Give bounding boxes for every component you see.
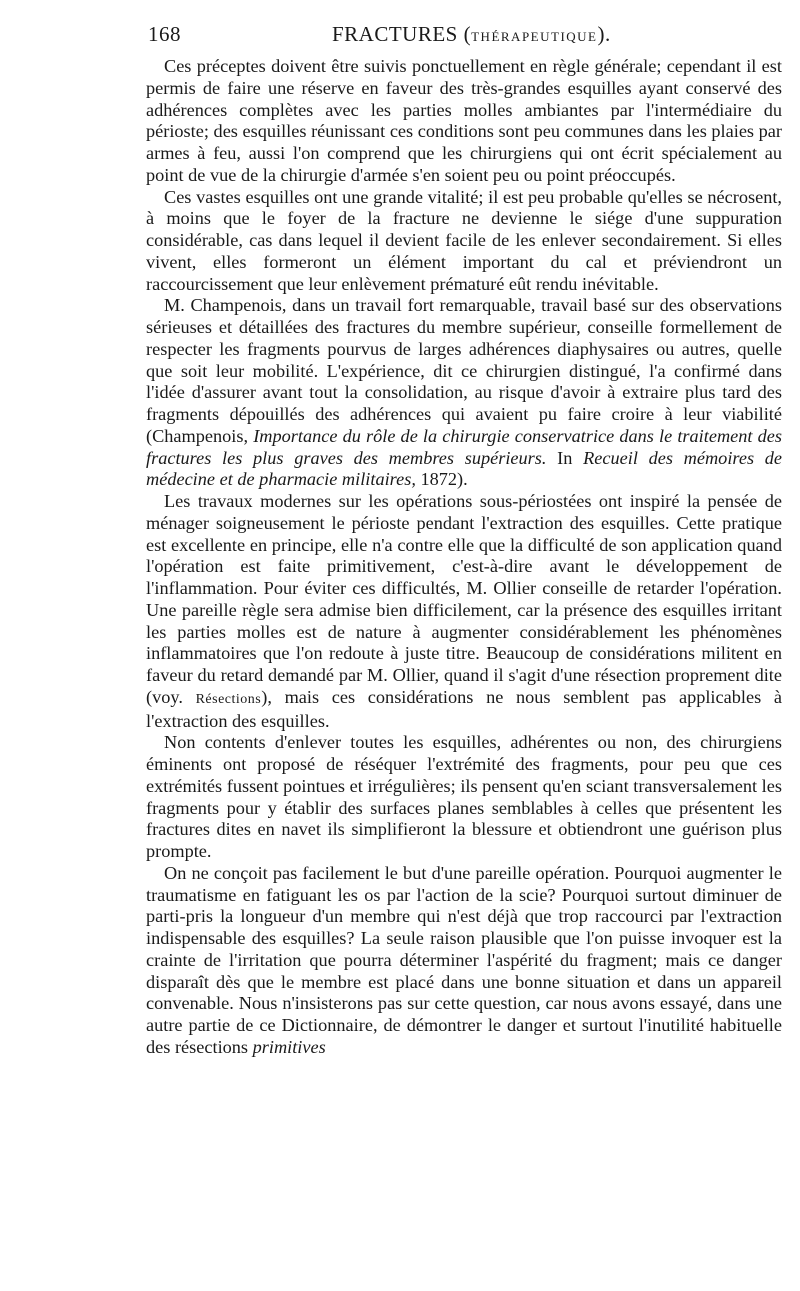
citation-title: Importance du rôle de la chirurgie conservatrice dans le traitement des fractures les plus graves des membres supérieurs.	[146, 425, 782, 468]
citation-journal: Recueil des mémoires de médecine et de pharmacie militaires,	[146, 447, 783, 490]
paragraph-3	[146, 295, 782, 491]
paragraph-3-text-b: In	[546, 447, 584, 468]
paragraph-4	[146, 491, 782, 732]
paragraph-3-text-a: M. Champenois, dans un travail fort remarquable, travail basé sur des observations sérieuses et détaillées des fractures du membre supérieur, conseille formellement de respecter les fragments pourvus de larges adhérences diaphysaires ou autres, quelle que soit leur mobilité. L'expérience, dit ce chirurgien distingué, l'a confirmé dans l'idée d'assurer avant tout la consolidation, au risque d'avoir à extraire plus tard des fragments dépouillés des adhérences qui avaient pu faire croire à leur viabilité (Champenois,	[146, 295, 782, 446]
paragraph-2: Ces vastes esquilles ont une grande vitalité; il est peu probable qu'elles se nécrosent, à moins que le foyer de la fracture ne devienne le siége d'une suppuration considérable, cas dans lequel il devient facile de les enlever secondairement. Si elles vivent, elles formeront un élément important du cal et préviendront un raccourcissement que leur enlèvement prématuré eût rendu inévitable.	[146, 186, 782, 294]
paragraph-3-text-c: 1872).	[415, 469, 468, 490]
paragraph-1: Ces préceptes doivent être suivis ponctuellement en règle générale; cependant il est permis de faire une réserve en faveur des très-grandes esquilles ayant conservé des adhérences complètes avec les parties molles ambiantes par l'intermédiaire du périoste; des esquilles réunissant ces conditions sont peu communes dans les plaies par armes à feu, aussi l'on comprend que les chirurgiens qui ont écrit spécialement au point de vue de la chirurgie d'armée s'en soient peu ou point préoccupés.	[146, 56, 782, 185]
paragraph-6-text: On ne conçoit pas facilement le but d'une pareille opération. Pourquoi augmenter le traumatisme en fatiguant les os par l'action de la scie? Pourquoi surtout diminuer de parti-pris la longueur d'un membre qui n'est déjà que trop raccourci par l'extraction indispensable des esquilles? La seule raison plausible que l'on puisse invoquer est la crainte de l'irritation que pourra déterminer l'aspérité du fragment; mais ce danger disparaît dès que le membre est placé dans une bonne situation et dans un appareil convenable. Nous n'insisterons pas sur cette question, car nous avons essayé, dans une autre partie de ce Dictionnaire, de démontrer le danger et surtout l'inutilité habituelle des résections	[146, 862, 782, 1057]
paragraph-6-italic: primitives	[252, 1036, 326, 1057]
page-body	[146, 56, 782, 1059]
paragraph-4-text-b: ), mais ces considérations ne nous semblent pas applicables à l'extraction des esquilles.	[146, 686, 782, 731]
cross-reference: Résections	[195, 691, 262, 707]
running-title-subtitle: THÉRAPEUTIQUE	[471, 29, 598, 44]
paragraph-6	[146, 863, 782, 1059]
paragraph-4-text-a: Les travaux modernes sur les opérations sous-périostées ont inspiré la pensée de ménager soigneusement le périoste pendant l'extraction des esquilles. Cette pratique est excellente en principe, elle n'a contre elle que la difficulté de son application quand l'opération est faite primitivement, c'est-à-dire avant le développement de l'inflammation. Pour éviter ces difficultés, M. Ollier conseille de retarder l'opération. Une pareille règle sera admise bien difficilement, car la présence des esquilles irritant les parties molles est de nature à augmenter considérablement les phénomènes inflammatoires que l'on redoute à juste titre. Beaucoup de considérations militent en faveur du retard demandé par M. Ollier, quand il s'agit d'une résection proprement dite (voy.	[146, 491, 782, 707]
running-title	[332, 22, 611, 47]
running-title-end: ).	[597, 22, 611, 46]
running-title-main: FRACTURES (	[332, 22, 472, 46]
page-number: 168	[148, 22, 181, 46]
page-header	[148, 22, 780, 48]
paragraph-5: Non contents d'enlever toutes les esquilles, adhérentes ou non, des chirurgiens éminents ont proposé de réséquer l'extrémité des fragments, pour peu que ces extrémités fussent pointues et irrégulières; ils pensent qu'en sciant transversalement les fragments pour y établir des surfaces planes semblables à celles que présentent les fractures dites en navet ils simplifieront la blessure et obtiendront une guérison plus prompte.	[146, 732, 782, 861]
